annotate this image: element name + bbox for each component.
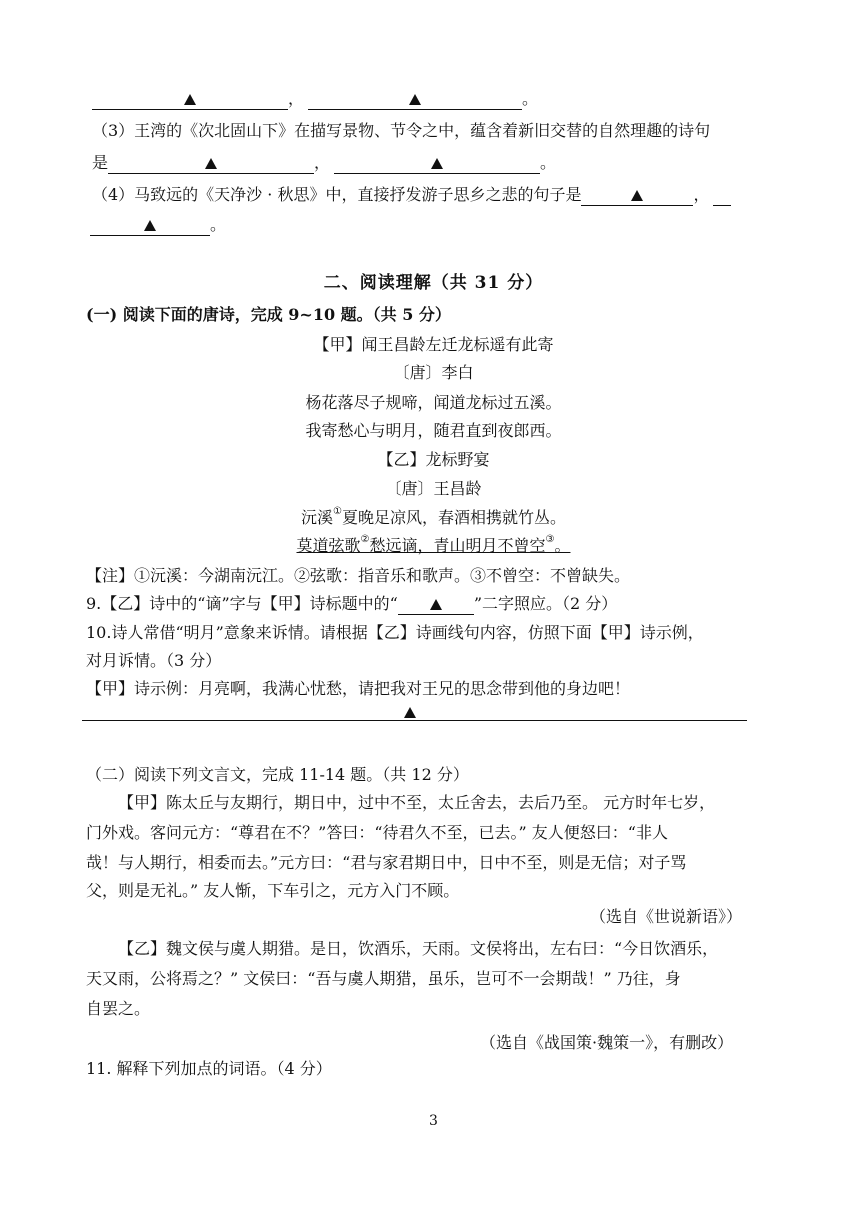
answer-blank[interactable] xyxy=(713,185,731,206)
question-10-text: 对月诉情。（3 分） xyxy=(86,651,222,670)
triangle-marker-icon xyxy=(430,599,442,610)
question-3-text: （3）王湾的《次北固山下》在描写景物、节令之中，蕴含着新旧交替的自然理趣的诗句 xyxy=(92,121,711,140)
passage-jia-line: 父，则是无礼。” 友人惭，下车引之，元方入门不顾。 xyxy=(86,881,460,900)
poem1-title: 【甲】闻王昌龄左迁龙标遥有此寄 xyxy=(313,335,554,354)
triangle-marker-icon xyxy=(431,158,443,169)
poem2-underlined-line: 莫道弦歌②愁远谪，青山明月不曾空③。 xyxy=(296,534,571,555)
question-4-text: （4）马致远的《天净沙 · 秋思》中，直接抒发游子思乡之悲的句子是 ， xyxy=(92,184,731,206)
triangle-marker-icon xyxy=(184,94,196,105)
answer-line-prev: ， 。 xyxy=(92,88,538,110)
passage-yi-line: 【乙】魏文侯与虞人期猎。是日，饮酒乐，天雨。文侯将出，左右曰：“今日饮酒乐， xyxy=(118,939,719,958)
answer-blank[interactable] xyxy=(334,153,540,174)
part1-heading: (一) 阅读下面的唐诗，完成 9~10 题。（共 5 分） xyxy=(86,305,451,324)
poem1-line: 我寄愁心与明月，随君直到夜郎西。 xyxy=(305,421,562,440)
poem2-title: 【乙】龙标野宴 xyxy=(377,450,490,469)
question-4-answer-cont: 。 xyxy=(90,214,226,236)
poem2-line: 沅溪①夏晚足凉风，春酒相携就竹丛。 xyxy=(301,506,566,527)
question-3-answer: 是 ， 。 xyxy=(92,153,557,172)
question-10-text: 10.诗人常借“明月”意象来诉情。请根据【乙】诗画线句内容，仿照下面【甲】诗示例， xyxy=(86,623,704,642)
passage-jia-source: （选自《世说新语》） xyxy=(590,907,743,926)
answer-blank[interactable] xyxy=(92,89,288,110)
poem1-line: 杨花落尽子规啼，闻道龙标过五溪。 xyxy=(305,393,562,412)
poem-notes: 【注】①沅溪：今湖南沅江。②弦歌：指音乐和歌声。③不曾空：不曾缺失。 xyxy=(86,566,631,585)
answer-blank[interactable] xyxy=(90,215,210,236)
passage-jia-line: 【甲】陈太丘与友期行，期日中，过中不至，太丘舍去，去后乃至。 元方时年七岁， xyxy=(118,793,716,812)
passage-jia-line: 门外戏。客问元方：“尊君在不？”答曰：“待君久不至，已去。” 友人便怒曰：“非人 xyxy=(86,823,668,842)
passage-yi-line: 天又雨，公将焉之？” 文侯曰：“吾与虞人期猎，虽乐，岂可不一会期哉！” 乃往，身 xyxy=(86,969,681,988)
poem2-author: 〔唐〕王昌龄 xyxy=(385,479,482,498)
triangle-marker-icon xyxy=(409,94,421,105)
triangle-marker-icon xyxy=(631,190,643,201)
question-10-example: 【甲】诗示例：月亮啊，我满心忧愁，请把我对王兄的思念带到他的身边吧！ xyxy=(86,679,631,698)
section-title: 二、阅读理解（共 31 分） xyxy=(323,273,544,293)
question-11: 11. 解释下列加点的词语。（4 分） xyxy=(86,1059,332,1078)
poem1-author: 〔唐〕李白 xyxy=(393,363,474,382)
page-number: 3 xyxy=(429,1113,438,1129)
answer-blank[interactable] xyxy=(398,594,474,615)
passage-yi-source: （选自《战国策·魏策一》，有删改） xyxy=(480,1033,734,1052)
answer-blank[interactable] xyxy=(308,89,522,110)
triangle-marker-icon xyxy=(205,158,217,169)
answer-blank[interactable] xyxy=(581,185,693,206)
triangle-marker-icon xyxy=(404,707,416,718)
question-9: 9.【乙】诗中的“谪”字与【甲】诗标题中的“ ”二字照应。（2 分） xyxy=(86,594,618,613)
passage-jia-line: 哉！与人期行，相委而去。”元方曰：“君与家君期日中，日中不至，则是无信；对子骂 xyxy=(86,853,687,872)
passage-yi-line: 自罢之。 xyxy=(86,999,151,1018)
answer-blank[interactable] xyxy=(108,153,314,174)
part2-heading: （二）阅读下列文言文，完成 11-14 题。（共 12 分） xyxy=(86,765,469,784)
triangle-marker-icon xyxy=(144,220,156,231)
